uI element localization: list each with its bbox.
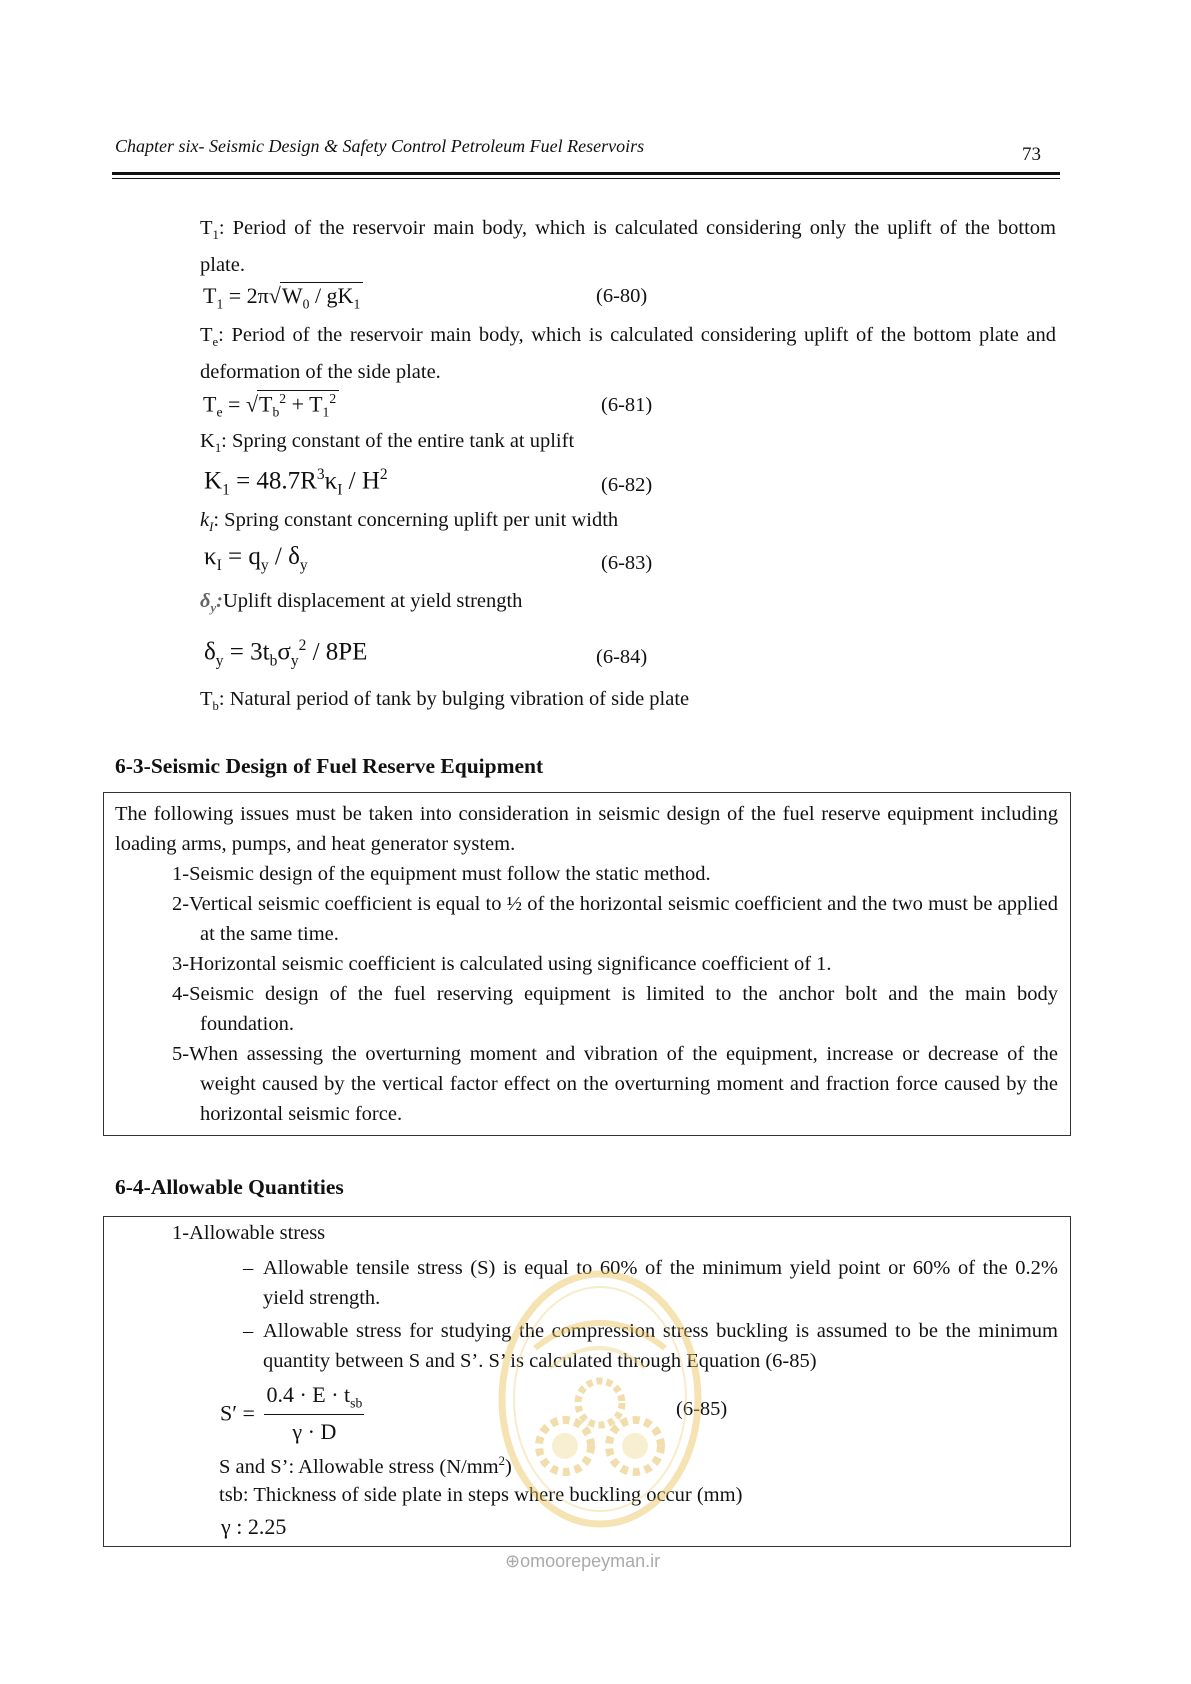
header-rule-thin — [112, 178, 1060, 179]
header-rule-thick — [112, 172, 1060, 175]
gear-icon — [578, 1381, 622, 1425]
te-definition: $T_e$: Period of the reservoir main body, which is calculated considering uplift of the bottom plate and deformation of the side plate. — [200, 324, 1056, 384]
section-heading-6-4: 6-4-Allowable Quantities — [115, 1175, 344, 1199]
list-item: 2-Vertical seismic coefficient is equal to ½ of the horizontal seismic coefficient and the two must be applied at the same time. — [172, 893, 1058, 945]
calligraphy-stroke — [535, 1323, 665, 1348]
list-item: 5-When assessing the overturning moment and vibration of the equipment, increase or decrease of the weight caused by the vertical factor effect on the overturning moment and fraction force caused by the horizontal seismic force. — [172, 1043, 1058, 1125]
s-definition: S and S’: Allowable stress $(N/mm^2)$ — [219, 1454, 512, 1478]
equation-number: (6-83) — [601, 552, 653, 574]
equation-6-83: $\kappa_I = q_y / \delta_y$ — [204, 543, 308, 574]
equation-6-84: $\delta_y = 3t_b\sigma_y^2 / 8PE$ — [204, 637, 368, 670]
page-number: 73 — [1022, 144, 1041, 165]
equation-number: (6-84) — [596, 646, 648, 668]
calligraphy-stroke — [550, 1348, 645, 1368]
equation-6-85: S′ = $\frac{0.4 \cdot E \cdot t_{sb}}{\gamma \cdot D}$ — [220, 1382, 363, 1445]
allowable-stress-item: 1-Allowable stress — [172, 1222, 326, 1244]
ki-definition: $k_I$: Spring constant concerning uplift per unit width — [200, 509, 619, 535]
gear-hub — [552, 1433, 578, 1459]
list-item: 1-Seismic design of the equipment must follow the static method. — [172, 863, 711, 885]
equation-6-80: $T_1 = 2\pi√W_0 / gK_1$ — [203, 282, 363, 312]
running-header: Chapter six- Seismic Design & Safety Control Petroleum Fuel Reservoirs — [115, 136, 645, 156]
tsb-definition: tsb: Thickness of side plate in steps where buckling occur (mm) — [219, 1484, 743, 1506]
equation-number: (6-80) — [596, 285, 648, 307]
equation-number: (6-85) — [676, 1398, 728, 1420]
globe-icon: ⊕ — [505, 1551, 521, 1571]
dash-bullet: – — [243, 1320, 254, 1342]
bullet-tensile-stress: – Allowable tensile stress (S) is equal to 60% of the minimum yield point or 60% of the 0.2% yield strength. — [243, 1253, 1058, 1313]
list-item: 3-Horizontal seismic coefficient is calculated using significance coefficient of 1. — [172, 953, 832, 975]
section-6-3-list — [172, 859, 1058, 1129]
watermark-ring — [502, 1274, 698, 1524]
equation-number: (6-82) — [601, 474, 653, 496]
section-6-3-intro: The following issues must be taken into consideration in seismic design of the fuel reserve equipment including loading arms, pumps, and heat generator system. — [115, 803, 1058, 855]
dash-bullet: – — [243, 1257, 254, 1279]
watermark-site-text: ⊕omoorepeyman.ir — [505, 1551, 661, 1571]
equation-6-82: $K_1 = 48.7R^3\kappa_I / H^2$ — [204, 466, 388, 499]
section-heading-6-3: 6-3-Seismic Design of Fuel Reserve Equipment — [115, 754, 544, 778]
t1-definition: $T_1$: Period of the reservoir main body, which is calculated considering only the uplift of the bottom plate. — [200, 217, 1056, 277]
list-item: 4-Seismic design of the fuel reserving equipment is limited to the anchor bolt and the main body foundation. — [172, 983, 1058, 1035]
gear-hub — [622, 1433, 648, 1459]
k1-definition: $K_1$: Spring constant of the entire tank at uplift — [200, 430, 575, 456]
section-6-3-box — [103, 792, 1071, 1136]
delta-y-symbol: $\delta_y$: — [200, 590, 223, 616]
equation-6-81: $T_e = √T_b^2 + T_1^2$ — [203, 390, 339, 421]
watermark-logo — [495, 1268, 705, 1530]
dy-definition: $\delta_y:Uplift$ displacement at yield strength — [200, 590, 523, 616]
bullet-compression-stress: – Allowable stress for studying the compression stress buckling is assumed to be the minimum quantity between S and S’. S’ is calculated through Equation (6-85) — [243, 1316, 1058, 1376]
equation-number: (6-81) — [601, 394, 653, 416]
tb-definition: $T_b$: Natural period of tank by bulging vibration of side plate — [200, 688, 690, 714]
gamma-value: γ : 2.25 — [221, 1514, 287, 1539]
